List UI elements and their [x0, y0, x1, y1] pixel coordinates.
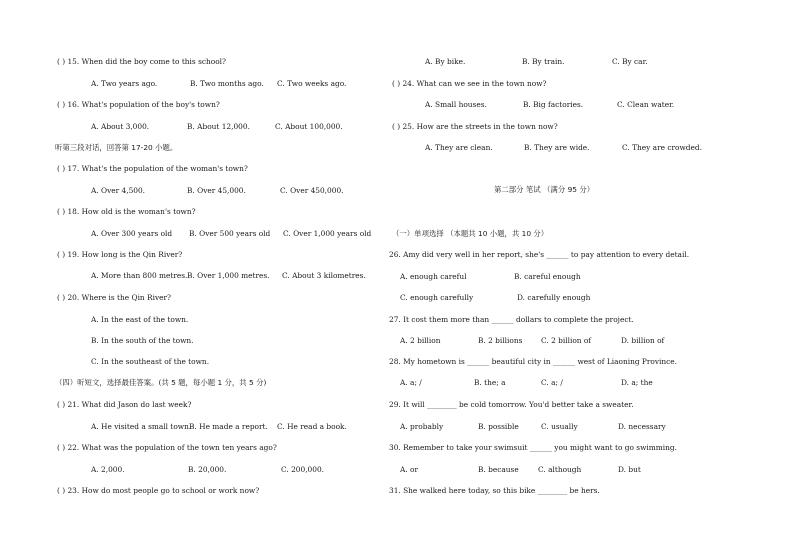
option-c: C. 2 billion of [541, 336, 592, 345]
option-d: D. necessary [618, 422, 666, 431]
part-2-heading: 第二部分 笔试 （满分 95 分） [494, 185, 595, 194]
option-c: C. He read a book. [277, 422, 347, 431]
option-b: B. Over 1,000 metres. [187, 271, 270, 280]
option-c: C. a; / [541, 378, 563, 387]
part-2-section-1-heading: （一）单项选择 （本题共 10 小题，共 10 分） [392, 229, 549, 238]
question-20-option-b: B. In the south of the town. [91, 336, 194, 345]
option-d: D. a; the [621, 378, 653, 387]
question-31: 31. She walked here today, so this bike ________ be hers. [389, 486, 600, 495]
option-a: A. They are clean. [425, 143, 493, 152]
question-20: ( ) 20. Where is the Qin River? [57, 293, 172, 302]
option-b: B. careful enough [514, 272, 581, 281]
question-25: ( ) 25. How are the streets in the town now? [392, 122, 558, 131]
option-b: B. 20,000. [188, 465, 227, 474]
option-b: B. the; a [474, 378, 506, 387]
option-c: C. They are crowded. [622, 143, 702, 152]
option-b: B. because [478, 465, 519, 474]
option-b: B. He made a report. [189, 422, 268, 431]
option-a: A. a; / [400, 378, 422, 387]
question-23: ( ) 23. How do most people go to school or work now? [57, 486, 260, 495]
option-a: A. More than 800 metres. [91, 271, 188, 280]
option-a: A. By bike. [425, 57, 466, 66]
option-b: B. possible [478, 422, 519, 431]
section-4-heading: （四）听短文，选择最佳答案。(共 5 题，每小题 1 分，共 5 分) [55, 378, 267, 387]
option-a: A. He visited a small town. [91, 422, 192, 431]
left-column [0, 0, 390, 560]
option-b: B. About 12,000. [187, 122, 250, 131]
question-19: ( ) 19. How long is the Qin River? [57, 250, 183, 259]
question-16: ( ) 16. What's population of the boy's town? [57, 100, 220, 109]
question-18: ( ) 18. How old is the woman's town? [57, 207, 196, 216]
option-b: B. Two months ago. [190, 79, 264, 88]
option-a: A. 2 billion [400, 336, 441, 345]
option-a: A. Two years ago. [91, 79, 158, 88]
option-c: C. Clean water. [617, 100, 675, 109]
option-d: D. billion of [621, 336, 665, 345]
option-c: C. usually [541, 422, 578, 431]
option-c: C. enough carefully [400, 293, 474, 302]
option-b: B. They are wide. [524, 143, 590, 152]
question-26: 26. Amy did very well in her report, she's ______ to pay attention to every detail. [389, 250, 690, 259]
option-c: C. Over 1,000 years old [283, 229, 372, 238]
question-24: ( ) 24. What can we see in the town now? [392, 79, 547, 88]
option-c: C. By car. [612, 57, 648, 66]
option-b: B. Big factories. [523, 100, 584, 109]
option-b: B. Over 500 years old [189, 229, 271, 238]
option-d: D. but [618, 465, 641, 474]
option-c: C. 200,000. [281, 465, 325, 474]
section-3-heading: 听第三段对话，回答第 17-20 小题。 [55, 143, 178, 152]
question-15: ( ) 15. When did the boy come to this school? [57, 57, 226, 66]
question-20-option-c: C. In the southeast of the town. [91, 357, 210, 366]
question-30: 30. Remember to take your swimsuit ______ you might want to go swimming. [389, 443, 678, 452]
option-c: C. Over 450,000. [280, 186, 344, 195]
question-29: 29. It will ________ be cold tomorrow. You'd better take a sweater. [389, 400, 634, 409]
option-a: A. or [400, 465, 419, 474]
option-c: C. Two weeks ago. [277, 79, 347, 88]
option-a: A. About 3,000. [91, 122, 150, 131]
option-b: B. 2 billions [478, 336, 523, 345]
option-b: B. Over 45,000. [187, 186, 246, 195]
option-a: A. Over 300 years old [91, 229, 173, 238]
option-a: A. probably [400, 422, 444, 431]
question-20-option-a: A. In the east of the town. [91, 315, 189, 324]
option-a: A. Over 4,500. [91, 186, 146, 195]
question-22: ( ) 22. What was the population of the town ten years ago? [57, 443, 277, 452]
question-28: 28. My hometown is ______ beautiful city in ______ west of Liaoning Province. [389, 357, 678, 366]
question-17: ( ) 17. What's the population of the woman's town? [57, 164, 248, 173]
option-c: C. although [538, 465, 582, 474]
option-c: C. About 100,000. [275, 122, 343, 131]
option-a: A. enough careful [400, 272, 467, 281]
option-c: C. About 3 kilometres. [282, 271, 366, 280]
question-27: 27. It cost them more than ______ dollars to complete the project. [389, 315, 634, 324]
option-d: D. carefully enough [517, 293, 591, 302]
right-column [390, 0, 794, 560]
option-a: A. 2,000. [91, 465, 125, 474]
option-b: B. By train. [522, 57, 565, 66]
question-21: ( ) 21. What did Jason do last week? [57, 400, 192, 409]
option-a: A. Small houses. [425, 100, 487, 109]
